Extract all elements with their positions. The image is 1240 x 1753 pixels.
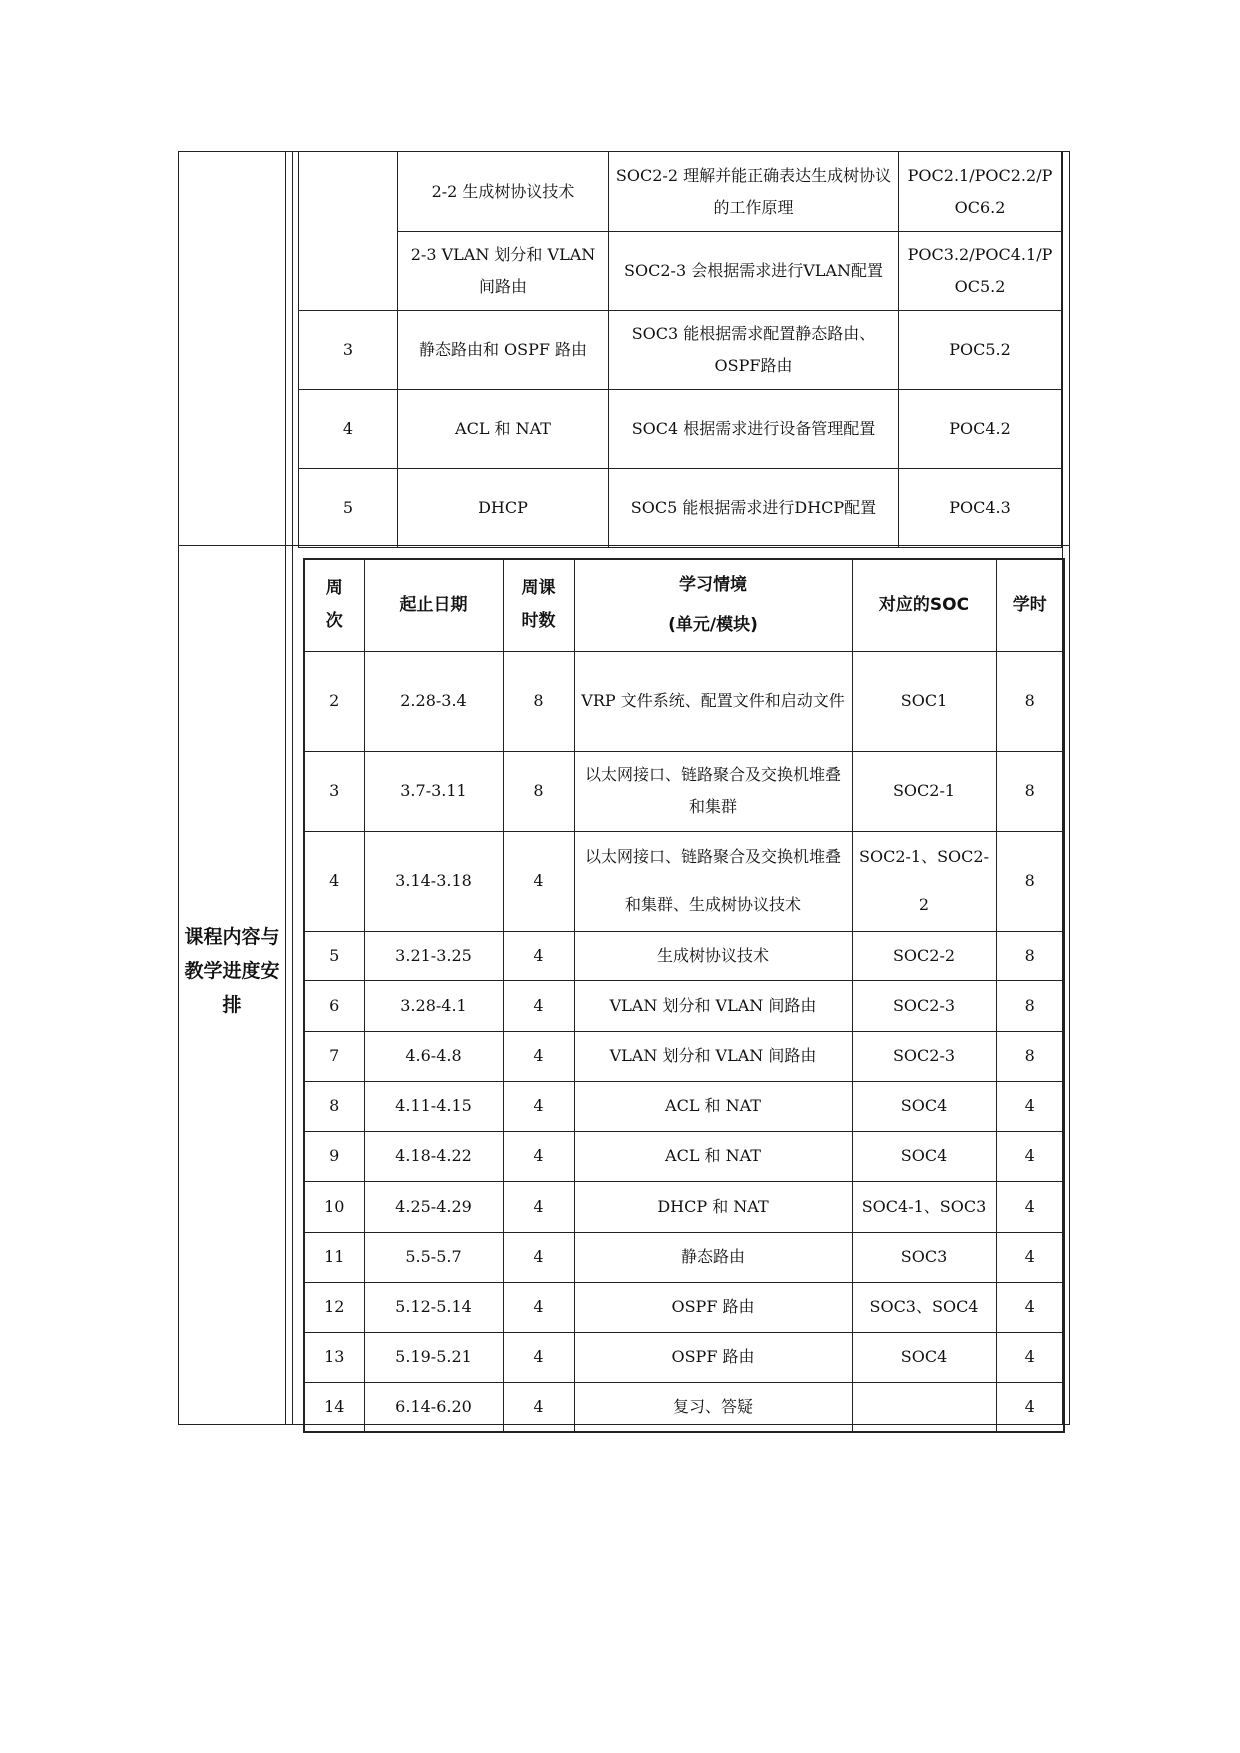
header-soc: 对应的SOC bbox=[852, 559, 996, 651]
schedule-week: 6 bbox=[304, 980, 364, 1031]
schedule-dates: 4.11-4.15 bbox=[364, 1081, 503, 1131]
outcome-poc: POC4.2 bbox=[899, 390, 1062, 469]
schedule-hours: 4 bbox=[996, 1332, 1064, 1382]
schedule-week: 5 bbox=[304, 931, 364, 980]
outcome-topic: 2-2 生成树协议技术 bbox=[398, 152, 609, 232]
schedule-soc: SOC2-1 bbox=[852, 751, 996, 831]
schedule-soc: SOC3、SOC4 bbox=[852, 1282, 996, 1332]
schedule-week: 12 bbox=[304, 1282, 364, 1332]
header-hours: 学时 bbox=[996, 559, 1064, 651]
schedule-dates: 4.25-4.29 bbox=[364, 1181, 503, 1232]
header-hours-per-week: 周课时数 bbox=[503, 559, 574, 651]
schedule-hours: 8 bbox=[996, 751, 1064, 831]
outcome-soc: SOC3 能根据需求配置静态路由、OSPF路由 bbox=[609, 311, 899, 390]
left-column-divider-inner bbox=[292, 151, 293, 1425]
schedule-row bbox=[304, 1031, 1064, 1081]
schedule-hours: 4 bbox=[996, 1181, 1064, 1232]
schedule-context: VLAN 划分和 VLAN 间路由 bbox=[574, 1031, 852, 1081]
outcome-topic: 静态路由和 OSPF 路由 bbox=[398, 311, 609, 390]
schedule-hours: 8 bbox=[996, 980, 1064, 1031]
outcome-row bbox=[299, 311, 1062, 390]
schedule-dates: 3.7-3.11 bbox=[364, 751, 503, 831]
schedule-hours-per-week: 4 bbox=[503, 931, 574, 980]
schedule-week: 11 bbox=[304, 1232, 364, 1282]
schedule-dates: 5.19-5.21 bbox=[364, 1332, 503, 1382]
outcome-soc: SOC2-2 理解并能正确表达生成树协议的工作原理 bbox=[609, 152, 899, 232]
schedule-soc: SOC4 bbox=[852, 1131, 996, 1181]
schedule-row bbox=[304, 751, 1064, 831]
schedule-dates: 5.12-5.14 bbox=[364, 1282, 503, 1332]
schedule-hours-per-week: 4 bbox=[503, 1282, 574, 1332]
outcome-unit: 5 bbox=[299, 469, 398, 548]
schedule-dates: 5.5-5.7 bbox=[364, 1232, 503, 1282]
outcome-row bbox=[299, 152, 1062, 232]
schedule-row bbox=[304, 1081, 1064, 1131]
schedule-week: 4 bbox=[304, 831, 364, 931]
schedule-hours: 4 bbox=[996, 1081, 1064, 1131]
schedule-hours: 4 bbox=[996, 1232, 1064, 1282]
schedule-hours-per-week: 4 bbox=[503, 1382, 574, 1432]
schedule-hours: 8 bbox=[996, 1031, 1064, 1081]
outcome-unit bbox=[299, 152, 398, 232]
schedule-week: 8 bbox=[304, 1081, 364, 1131]
schedule-hours-per-week: 4 bbox=[503, 831, 574, 931]
schedule-hours-per-week: 4 bbox=[503, 1232, 574, 1282]
schedule-soc: SOC4 bbox=[852, 1081, 996, 1131]
schedule-hours: 8 bbox=[996, 831, 1064, 931]
schedule-soc: SOC2-3 bbox=[852, 980, 996, 1031]
schedule-row bbox=[304, 1332, 1064, 1382]
schedule-row bbox=[304, 831, 1064, 931]
schedule-row bbox=[304, 1131, 1064, 1181]
schedule-context: ACL 和 NAT bbox=[574, 1081, 852, 1131]
schedule-hours-per-week: 8 bbox=[503, 651, 574, 751]
outcome-soc: SOC2-3 会根据需求进行VLAN配置 bbox=[609, 232, 899, 311]
outcome-poc: POC4.3 bbox=[899, 469, 1062, 548]
schedule-hours-per-week: 4 bbox=[503, 1131, 574, 1181]
schedule-hours: 4 bbox=[996, 1282, 1064, 1332]
schedule-row bbox=[304, 1232, 1064, 1282]
outcome-unit: 3 bbox=[299, 311, 398, 390]
schedule-hours: 8 bbox=[996, 651, 1064, 751]
schedule-context: OSPF 路由 bbox=[574, 1282, 852, 1332]
schedule-dates: 4.6-4.8 bbox=[364, 1031, 503, 1081]
schedule-dates: 2.28-3.4 bbox=[364, 651, 503, 751]
schedule-soc: SOC3 bbox=[852, 1232, 996, 1282]
schedule-soc: SOC1 bbox=[852, 651, 996, 751]
schedule-row bbox=[304, 1282, 1064, 1332]
outcome-row bbox=[299, 390, 1062, 469]
schedule-context: VLAN 划分和 VLAN 间路由 bbox=[574, 980, 852, 1031]
schedule-row bbox=[304, 980, 1064, 1031]
outcome-soc: SOC4 根据需求进行设备管理配置 bbox=[609, 390, 899, 469]
schedule-row bbox=[304, 651, 1064, 751]
schedule-context: 生成树协议技术 bbox=[574, 931, 852, 980]
schedule-hours-per-week: 4 bbox=[503, 1181, 574, 1232]
schedule-dates: 3.14-3.18 bbox=[364, 831, 503, 931]
schedule-context: 以太网接口、链路聚合及交换机堆叠和集群 bbox=[574, 751, 852, 831]
schedule-context: DHCP 和 NAT bbox=[574, 1181, 852, 1232]
schedule-hours: 8 bbox=[996, 931, 1064, 980]
schedule-hours: 4 bbox=[996, 1131, 1064, 1181]
outcome-row bbox=[299, 232, 1062, 311]
schedule-week: 10 bbox=[304, 1181, 364, 1232]
schedule-week: 2 bbox=[304, 651, 364, 751]
schedule-dates: 3.28-4.1 bbox=[364, 980, 503, 1031]
schedule-dates: 6.14-6.20 bbox=[364, 1382, 503, 1432]
schedule-week: 3 bbox=[304, 751, 364, 831]
outcome-poc: POC5.2 bbox=[899, 311, 1062, 390]
schedule-context: OSPF 路由 bbox=[574, 1332, 852, 1382]
schedule-context: ACL 和 NAT bbox=[574, 1131, 852, 1181]
outcome-poc: POC3.2/POC4.1/POC5.2 bbox=[899, 232, 1062, 311]
schedule-context: 静态路由 bbox=[574, 1232, 852, 1282]
schedule-soc: SOC2-2 bbox=[852, 931, 996, 980]
schedule-context: 以太网接口、链路聚合及交换机堆叠和集群、生成树协议技术 bbox=[574, 831, 852, 931]
outcome-topic: ACL 和 NAT bbox=[398, 390, 609, 469]
schedule-row bbox=[304, 1181, 1064, 1232]
schedule-header-row bbox=[304, 559, 1064, 651]
schedule-week: 9 bbox=[304, 1131, 364, 1181]
outcome-row bbox=[299, 469, 1062, 548]
schedule-soc: SOC2-1、SOC2-2 bbox=[852, 831, 996, 931]
header-week: 周次 bbox=[304, 559, 364, 651]
outcome-poc: POC2.1/POC2.2/POC6.2 bbox=[899, 152, 1062, 232]
outcome-table bbox=[298, 151, 1062, 548]
outcome-topic: 2-3 VLAN 划分和 VLAN 间路由 bbox=[398, 232, 609, 311]
outcome-soc: SOC5 能根据需求进行DHCP配置 bbox=[609, 469, 899, 548]
schedule-hours-per-week: 4 bbox=[503, 1031, 574, 1081]
left-column-divider bbox=[285, 151, 286, 1425]
schedule-row bbox=[304, 931, 1064, 980]
schedule-soc: SOC4-1、SOC3 bbox=[852, 1181, 996, 1232]
schedule-hours-per-week: 8 bbox=[503, 751, 574, 831]
schedule-table bbox=[303, 558, 1065, 1433]
schedule-dates: 3.21-3.25 bbox=[364, 931, 503, 980]
schedule-week: 7 bbox=[304, 1031, 364, 1081]
section-label: 课程内容与教学进度安排 bbox=[184, 926, 280, 1016]
header-dates: 起止日期 bbox=[364, 559, 503, 651]
schedule-hours-per-week: 4 bbox=[503, 1081, 574, 1131]
outcome-topic: DHCP bbox=[398, 469, 609, 548]
schedule-context: 复习、答疑 bbox=[574, 1382, 852, 1432]
schedule-soc bbox=[852, 1382, 996, 1432]
outcome-unit bbox=[299, 232, 398, 311]
schedule-row bbox=[304, 1382, 1064, 1432]
schedule-soc: SOC2-3 bbox=[852, 1031, 996, 1081]
schedule-hours: 4 bbox=[996, 1382, 1064, 1432]
schedule-week: 14 bbox=[304, 1382, 364, 1432]
schedule-dates: 4.18-4.22 bbox=[364, 1131, 503, 1181]
outcome-unit: 4 bbox=[299, 390, 398, 469]
schedule-hours-per-week: 4 bbox=[503, 1332, 574, 1382]
schedule-week: 13 bbox=[304, 1332, 364, 1382]
schedule-context: VRP 文件系统、配置文件和启动文件 bbox=[574, 651, 852, 751]
schedule-hours-per-week: 4 bbox=[503, 980, 574, 1031]
header-context: 学习情境 (单元/模块) bbox=[574, 559, 852, 651]
schedule-soc: SOC4 bbox=[852, 1332, 996, 1382]
